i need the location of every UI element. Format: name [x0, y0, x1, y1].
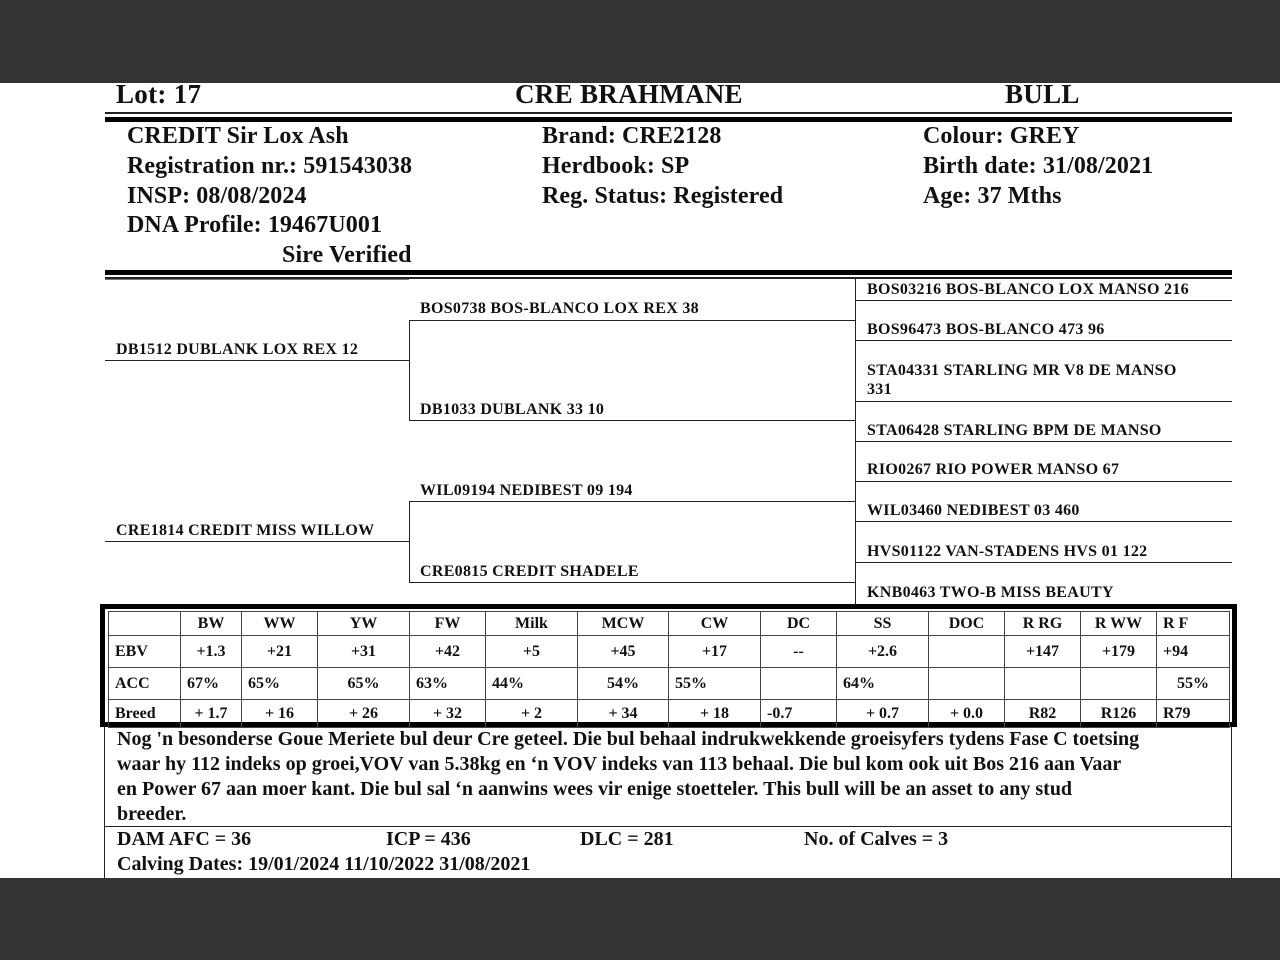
sire-line [105, 360, 409, 361]
sire-bracket [409, 320, 410, 421]
ebv-header-cell: R WW [1081, 612, 1157, 636]
ped-top-line [105, 279, 409, 280]
ebv-cell: +42 [410, 636, 486, 668]
gg-3-line [855, 401, 1232, 402]
animal-name: CREDIT Sir Lox Ash [127, 123, 349, 149]
ebv-header-cell: R RG [1005, 612, 1081, 636]
comments-right-border [1231, 727, 1232, 878]
calving-dates: Calving Dates: 19/01/2024 11/10/2022 31/08/2021 [117, 853, 531, 875]
ebv-header-cell [109, 612, 181, 636]
acc-cell: 54% [578, 668, 669, 700]
ebv-header-cell: MCW [578, 612, 669, 636]
lot-number: Lot: 17 [116, 83, 202, 109]
breed-title: CRE BRAHMANE [515, 83, 743, 109]
dlc: DLC = 281 [580, 828, 674, 850]
acc-cell: 44% [486, 668, 578, 700]
birth-date: Birth date: 31/08/2021 [923, 153, 1154, 179]
ebv-table [108, 611, 1230, 728]
colour: Colour: GREY [923, 123, 1080, 149]
acc-cell [761, 668, 837, 700]
breed-cell: + 32 [410, 700, 486, 728]
ebv-header-cell: WW [242, 612, 318, 636]
ebv-cell [929, 636, 1005, 668]
gg-5: RIO0267 RIO POWER MANSO 67 [867, 461, 1120, 478]
ebv-header-cell: DOC [929, 612, 1005, 636]
ebv-cell: +1.3 [181, 636, 242, 668]
dam-sire-line [409, 501, 856, 502]
comment-line: en Power 67 aan moer kant. Die bul sal ‘n aanwins wees vir enige stoetteler. This bull will be an asset to any stud [117, 778, 1073, 800]
gg-4-line [855, 441, 1232, 442]
comment-line: waar hy 112 indeks op groei,VOV van 5.38kg en ‘n VOV indeks van 113 behaal. Die bul kom ook uit Bos 216 aan Vaar [117, 753, 1122, 775]
comment-line: breeder. [117, 803, 187, 825]
gg-6: WIL03460 NEDIBEST 03 460 [867, 502, 1080, 519]
gg-3-cont: 331 [867, 381, 892, 398]
breed-cell: + 2 [486, 700, 578, 728]
acc-cell: 65% [318, 668, 410, 700]
ebv-header-cell: DC [761, 612, 837, 636]
dam-dam-name: CRE0815 CREDIT SHADELE [420, 563, 639, 580]
gg-1-line [855, 300, 1232, 301]
gg-2-line [855, 340, 1232, 341]
acc-row-label: ACC [109, 668, 181, 700]
ebv-cell: +2.6 [837, 636, 929, 668]
sire-sire-line [409, 320, 856, 321]
acc-row [109, 668, 1230, 700]
sire-dam-name: DB1033 DUBLANK 33 10 [420, 401, 605, 418]
breed-cell: R79 [1157, 700, 1230, 728]
ebv-cell: +21 [242, 636, 318, 668]
breed-cell: + 18 [669, 700, 761, 728]
age: Age: 37 Mths [923, 183, 1062, 209]
ebv-header-cell: YW [318, 612, 410, 636]
breed-row [109, 700, 1230, 728]
catalogue-page [0, 83, 1280, 878]
brand: Brand: CRE2128 [542, 123, 722, 149]
ebv-header-row [109, 612, 1230, 636]
comments-divider [104, 826, 1232, 827]
acc-cell [1081, 668, 1157, 700]
breed-cell: + 0.7 [837, 700, 929, 728]
dam-dam-line [409, 582, 856, 583]
dam-sire-name: WIL09194 NEDIBEST 09 194 [420, 482, 633, 499]
ebv-cell: +147 [1005, 636, 1081, 668]
ebv-header-cell: SS [837, 612, 929, 636]
gg-7-line [855, 562, 1232, 563]
ebv-header-cell: Milk [486, 612, 578, 636]
ebv-cell: -- [761, 636, 837, 668]
breed-cell: R126 [1081, 700, 1157, 728]
breed-cell: + 26 [318, 700, 410, 728]
gg-5-line [855, 481, 1232, 482]
acc-cell: 55% [669, 668, 761, 700]
dam-bracket [409, 501, 410, 582]
header-rule-thick [105, 117, 1232, 122]
sire-sire-name: BOS0738 BOS-BLANCO LOX REX 38 [420, 300, 699, 317]
dam-name: CRE1814 CREDIT MISS WILLOW [116, 522, 375, 539]
acc-cell: 55% [1157, 668, 1230, 700]
registration-status: Reg. Status: Registered [542, 183, 784, 209]
ebv-cell: +94 [1157, 636, 1230, 668]
sire-name: DB1512 DUBLANK LOX REX 12 [116, 341, 359, 358]
gg-7: HVS01122 VAN-STADENS HVS 01 122 [867, 543, 1148, 560]
comment-line: Nog 'n besonderse Goue Meriete bul deur Cre geteel. Die bul behaal indrukwekkende groeisyfers tydens Fase C toetsing [117, 728, 1140, 750]
acc-cell [1005, 668, 1081, 700]
breed-row-label: Breed [109, 700, 181, 728]
gg-8: KNB0463 TWO-B MISS BEAUTY [867, 584, 1114, 601]
gg-2: BOS96473 BOS-BLANCO 473 96 [867, 321, 1105, 338]
ebv-cell: +5 [486, 636, 578, 668]
acc-cell [929, 668, 1005, 700]
ebv-cell: +31 [318, 636, 410, 668]
gg-1: BOS03216 BOS-BLANCO LOX MANSO 216 [867, 281, 1189, 298]
gg-4: STA06428 STARLING BPM DE MANSO [867, 422, 1162, 439]
breed-cell: + 1.7 [181, 700, 242, 728]
acc-cell: 64% [837, 668, 929, 700]
gg-6-line [855, 521, 1232, 522]
gg-3: STA04331 STARLING MR V8 DE MANSO [867, 362, 1177, 379]
sire-dam-line [409, 420, 856, 421]
breed-cell: + 0.0 [929, 700, 1005, 728]
sex-label: BULL [1005, 83, 1080, 109]
dna-profile: DNA Profile: 19467U001 [127, 212, 383, 238]
acc-cell: 63% [410, 668, 486, 700]
ebv-header-cell: BW [181, 612, 242, 636]
ebv-cell: +45 [578, 636, 669, 668]
icp: ICP = 436 [386, 828, 471, 850]
ebv-header-cell: R F [1157, 612, 1230, 636]
herdbook: Herdbook: SP [542, 153, 690, 179]
ebv-row [109, 636, 1230, 668]
ebv-header-cell: CW [669, 612, 761, 636]
ebv-row-label: EBV [109, 636, 181, 668]
sire-verified: Sire Verified [282, 242, 412, 268]
registration-number: Registration nr.: 591543038 [127, 153, 413, 179]
number-of-calves: No. of Calves = 3 [804, 828, 949, 850]
acc-cell: 65% [242, 668, 318, 700]
dam-afc: DAM AFC = 36 [117, 828, 252, 850]
breed-cell: + 34 [578, 700, 669, 728]
breed-cell: + 16 [242, 700, 318, 728]
info-rule-thick [105, 270, 1232, 275]
comments-left-border [104, 727, 105, 878]
header-rule-thin [105, 112, 1232, 114]
breed-cell: -0.7 [761, 700, 837, 728]
ebv-cell: +17 [669, 636, 761, 668]
inspection-date: INSP: 08/08/2024 [127, 183, 307, 209]
acc-cell: 67% [181, 668, 242, 700]
dam-line [105, 541, 409, 542]
ebv-header-cell: FW [410, 612, 486, 636]
ebv-cell: +179 [1081, 636, 1157, 668]
breed-cell: R82 [1005, 700, 1081, 728]
